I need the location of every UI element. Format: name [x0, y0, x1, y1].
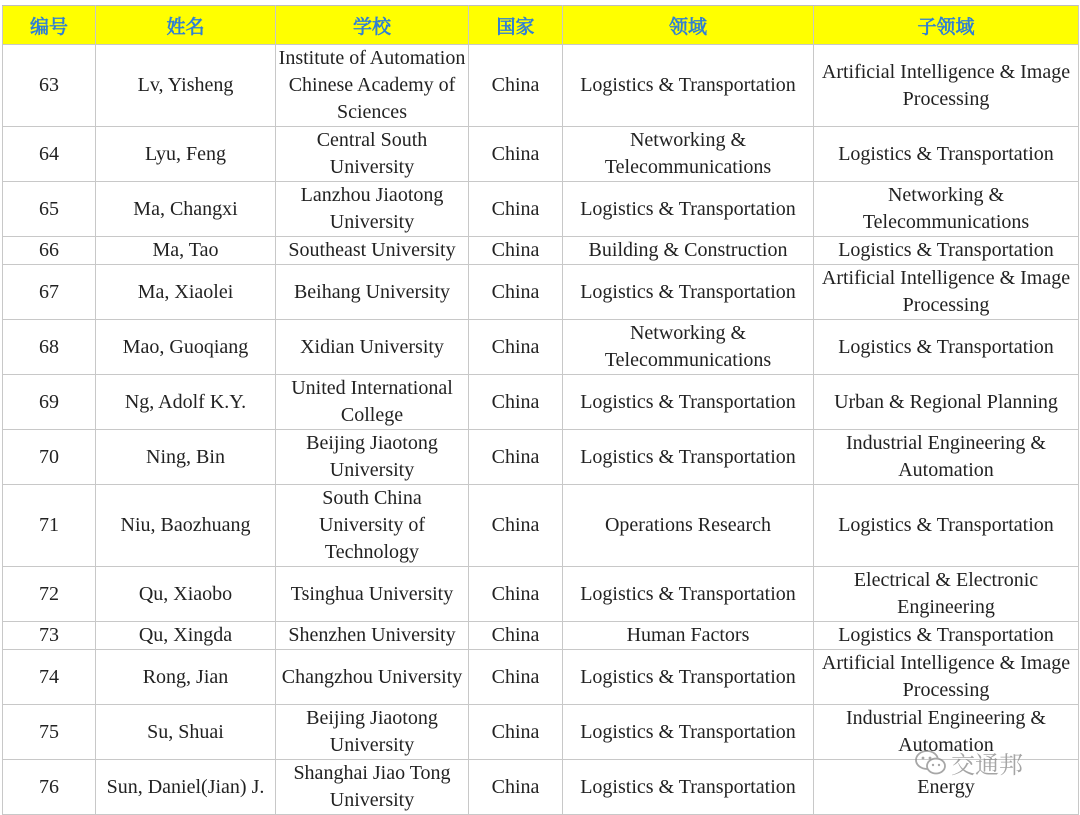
table-row — [3, 182, 1079, 237]
cell-name: Rong, Jian — [96, 650, 276, 705]
cell-field: Operations Research — [563, 485, 814, 567]
cell-country: China — [469, 237, 563, 265]
cell-name: Ng, Adolf K.Y. — [96, 375, 276, 430]
cell-school: Central South University — [276, 127, 469, 182]
cell-subfield: Logistics & Transportation — [814, 320, 1079, 375]
cell-field: Logistics & Transportation — [563, 375, 814, 430]
watermark-text: 交通邦 — [951, 751, 1023, 779]
cell-name: Qu, Xiaobo — [96, 567, 276, 622]
cell-name: Mao, Guoqiang — [96, 320, 276, 375]
cell-school: Beijing Jiaotong University — [276, 705, 469, 760]
cell-id: 68 — [3, 320, 96, 375]
cell-id: 66 — [3, 237, 96, 265]
cell-country: China — [469, 320, 563, 375]
cell-country: China — [469, 567, 563, 622]
cell-subfield: Networking & Telecommunications — [814, 182, 1079, 237]
cell-school: Institute of Automation Chinese Academy of Sciences — [276, 45, 469, 127]
cell-country: China — [469, 760, 563, 815]
cell-country: China — [469, 622, 563, 650]
cell-subfield: Industrial Engineering & Automation — [814, 705, 1079, 760]
cell-name: Ning, Bin — [96, 430, 276, 485]
cell-name: Ma, Changxi — [96, 182, 276, 237]
cell-field: Logistics & Transportation — [563, 650, 814, 705]
cell-subfield: Energy — [814, 760, 1079, 815]
cell-name: Ma, Tao — [96, 237, 276, 265]
cell-field: Logistics & Transportation — [563, 265, 814, 320]
cell-name: Ma, Xiaolei — [96, 265, 276, 320]
table-row — [3, 320, 1079, 375]
cell-country: China — [469, 265, 563, 320]
cell-field: Logistics & Transportation — [563, 567, 814, 622]
cell-name: Niu, Baozhuang — [96, 485, 276, 567]
cell-id: 64 — [3, 127, 96, 182]
cell-field: Networking & Telecommunications — [563, 320, 814, 375]
cell-country: China — [469, 127, 563, 182]
cell-country: China — [469, 45, 563, 127]
cell-school: Beihang University — [276, 265, 469, 320]
cell-country: China — [469, 430, 563, 485]
cell-school: Tsinghua University — [276, 567, 469, 622]
cell-name: Su, Shuai — [96, 705, 276, 760]
header-name: 姓名 — [96, 6, 276, 45]
header-school: 学校 — [276, 6, 469, 45]
table-row — [3, 45, 1079, 127]
table-row — [3, 650, 1079, 705]
cell-country: China — [469, 182, 563, 237]
cell-subfield: Urban & Regional Planning — [814, 375, 1079, 430]
table-row — [3, 485, 1079, 567]
cell-id: 69 — [3, 375, 96, 430]
cell-field: Logistics & Transportation — [563, 430, 814, 485]
cell-field: Logistics & Transportation — [563, 182, 814, 237]
cell-id: 76 — [3, 760, 96, 815]
cell-subfield: Logistics & Transportation — [814, 485, 1079, 567]
cell-id: 71 — [3, 485, 96, 567]
table-row — [3, 127, 1079, 182]
cell-subfield: Artificial Intelligence & Image Processing — [814, 650, 1079, 705]
cell-subfield: Logistics & Transportation — [814, 127, 1079, 182]
scholar-table — [2, 5, 1079, 815]
cell-school: Shanghai Jiao Tong University — [276, 760, 469, 815]
cell-name: Sun, Daniel(Jian) J. — [96, 760, 276, 815]
cell-field: Human Factors — [563, 622, 814, 650]
cell-school: Shenzhen University — [276, 622, 469, 650]
cell-country: China — [469, 705, 563, 760]
cell-subfield: Electrical & Electronic Engineering — [814, 567, 1079, 622]
cell-field: Logistics & Transportation — [563, 760, 814, 815]
table-row — [3, 237, 1079, 265]
cell-id: 74 — [3, 650, 96, 705]
cell-subfield: Artificial Intelligence & Image Processing — [814, 265, 1079, 320]
cell-subfield: Artificial Intelligence & Image Processing — [814, 45, 1079, 127]
cell-id: 73 — [3, 622, 96, 650]
cell-id: 63 — [3, 45, 96, 127]
cell-name: Lv, Yisheng — [96, 45, 276, 127]
table-row — [3, 375, 1079, 430]
watermark — [915, 745, 1023, 780]
cell-school: South China University of Technology — [276, 485, 469, 567]
cell-school: Xidian University — [276, 320, 469, 375]
cell-subfield: Logistics & Transportation — [814, 622, 1079, 650]
cell-field: Logistics & Transportation — [563, 45, 814, 127]
header-country: 国家 — [469, 6, 563, 45]
cell-school: Beijing Jiaotong University — [276, 430, 469, 485]
cell-subfield: Logistics & Transportation — [814, 237, 1079, 265]
header-field: 领域 — [563, 6, 814, 45]
cell-subfield: Industrial Engineering & Automation — [814, 430, 1079, 485]
cell-school: Southeast University — [276, 237, 469, 265]
cell-name: Qu, Xingda — [96, 622, 276, 650]
cell-id: 67 — [3, 265, 96, 320]
cell-id: 72 — [3, 567, 96, 622]
cell-name: Lyu, Feng — [96, 127, 276, 182]
header-row — [3, 6, 1079, 45]
table-row — [3, 430, 1079, 485]
table-row — [3, 567, 1079, 622]
cell-id: 75 — [3, 705, 96, 760]
cell-field: Logistics & Transportation — [563, 705, 814, 760]
header-id: 编号 — [3, 6, 96, 45]
cell-school: Changzhou University — [276, 650, 469, 705]
header-subfield: 子领域 — [814, 6, 1079, 45]
cell-country: China — [469, 375, 563, 430]
wechat-icon — [915, 750, 947, 776]
table-row — [3, 265, 1079, 320]
cell-school: United International College — [276, 375, 469, 430]
cell-school: Lanzhou Jiaotong University — [276, 182, 469, 237]
cell-field: Networking & Telecommunications — [563, 127, 814, 182]
cell-field: Building & Construction — [563, 237, 814, 265]
cell-id: 65 — [3, 182, 96, 237]
cell-country: China — [469, 650, 563, 705]
cell-id: 70 — [3, 430, 96, 485]
cell-country: China — [469, 485, 563, 567]
table-row — [3, 622, 1079, 650]
